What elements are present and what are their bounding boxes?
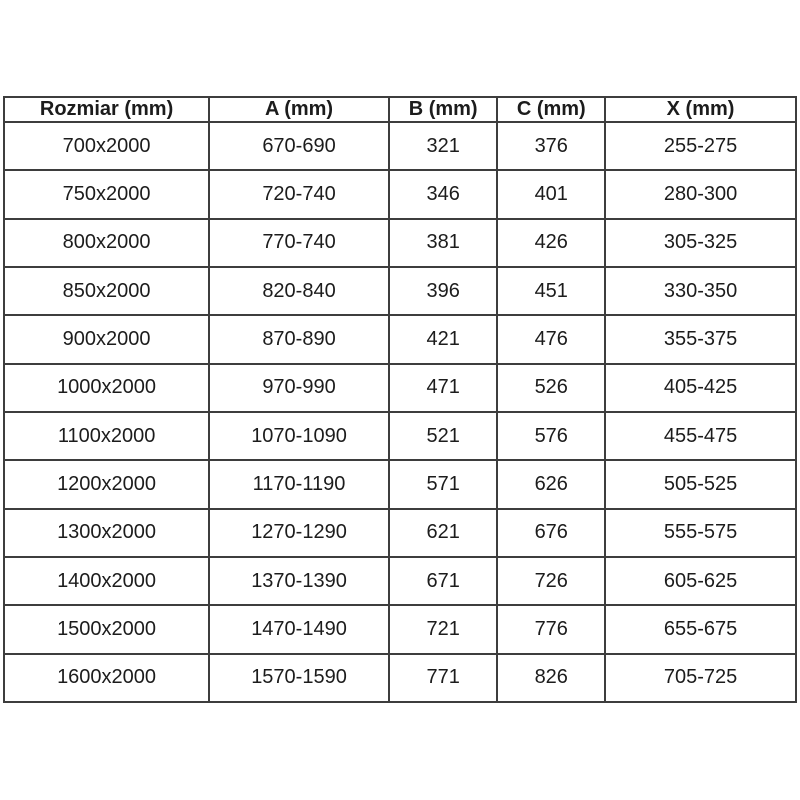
table-row bbox=[4, 170, 796, 218]
column-header-rozmiar: Rozmiar (mm) bbox=[4, 97, 209, 122]
table-cell: 700x2000 bbox=[4, 122, 209, 170]
table-cell: 721 bbox=[389, 605, 498, 653]
table-cell: 670-690 bbox=[209, 122, 389, 170]
table-cell: 1270-1290 bbox=[209, 509, 389, 557]
table-cell: 850x2000 bbox=[4, 267, 209, 315]
table-row bbox=[4, 122, 796, 170]
table-cell: 720-740 bbox=[209, 170, 389, 218]
table-row bbox=[4, 364, 796, 412]
table-cell: 321 bbox=[389, 122, 498, 170]
table-header bbox=[4, 97, 796, 122]
table-cell: 1000x2000 bbox=[4, 364, 209, 412]
table-cell: 776 bbox=[497, 605, 605, 653]
table-cell: 826 bbox=[497, 654, 605, 702]
table-cell: 900x2000 bbox=[4, 315, 209, 363]
table-cell: 1500x2000 bbox=[4, 605, 209, 653]
table-cell: 1170-1190 bbox=[209, 460, 389, 508]
table-row bbox=[4, 557, 796, 605]
column-header-b: B (mm) bbox=[389, 97, 498, 122]
table-cell: 1100x2000 bbox=[4, 412, 209, 460]
table-cell: 621 bbox=[389, 509, 498, 557]
table-row bbox=[4, 460, 796, 508]
table-cell: 726 bbox=[497, 557, 605, 605]
column-header-c: C (mm) bbox=[497, 97, 605, 122]
table-cell: 376 bbox=[497, 122, 605, 170]
table-cell: 705-725 bbox=[605, 654, 796, 702]
table-row bbox=[4, 654, 796, 702]
table-cell: 401 bbox=[497, 170, 605, 218]
table-cell: 1470-1490 bbox=[209, 605, 389, 653]
table-row bbox=[4, 315, 796, 363]
table-row bbox=[4, 412, 796, 460]
table-body bbox=[4, 122, 796, 702]
table-cell: 1070-1090 bbox=[209, 412, 389, 460]
table-cell: 676 bbox=[497, 509, 605, 557]
table-cell: 426 bbox=[497, 219, 605, 267]
table-cell: 820-840 bbox=[209, 267, 389, 315]
table-cell: 771 bbox=[389, 654, 498, 702]
table-cell: 770-740 bbox=[209, 219, 389, 267]
table-cell: 1370-1390 bbox=[209, 557, 389, 605]
table-cell: 750x2000 bbox=[4, 170, 209, 218]
table-cell: 555-575 bbox=[605, 509, 796, 557]
table-cell: 451 bbox=[497, 267, 605, 315]
size-table bbox=[3, 96, 797, 703]
table-header-row bbox=[4, 97, 796, 122]
table-cell: 605-625 bbox=[605, 557, 796, 605]
table-cell: 1200x2000 bbox=[4, 460, 209, 508]
table-row bbox=[4, 509, 796, 557]
table-cell: 346 bbox=[389, 170, 498, 218]
table-cell: 471 bbox=[389, 364, 498, 412]
table-cell: 1600x2000 bbox=[4, 654, 209, 702]
table-cell: 671 bbox=[389, 557, 498, 605]
table-cell: 381 bbox=[389, 219, 498, 267]
table-cell: 571 bbox=[389, 460, 498, 508]
table-cell: 355-375 bbox=[605, 315, 796, 363]
column-header-a: A (mm) bbox=[209, 97, 389, 122]
table-cell: 405-425 bbox=[605, 364, 796, 412]
table-cell: 255-275 bbox=[605, 122, 796, 170]
table-cell: 330-350 bbox=[605, 267, 796, 315]
table-cell: 1400x2000 bbox=[4, 557, 209, 605]
table-cell: 521 bbox=[389, 412, 498, 460]
table-cell: 476 bbox=[497, 315, 605, 363]
column-header-x: X (mm) bbox=[605, 97, 796, 122]
table-cell: 280-300 bbox=[605, 170, 796, 218]
table-cell: 526 bbox=[497, 364, 605, 412]
table-cell: 870-890 bbox=[209, 315, 389, 363]
table-cell: 800x2000 bbox=[4, 219, 209, 267]
table-cell: 455-475 bbox=[605, 412, 796, 460]
table-row bbox=[4, 605, 796, 653]
table-cell: 305-325 bbox=[605, 219, 796, 267]
table-cell: 626 bbox=[497, 460, 605, 508]
table-cell: 655-675 bbox=[605, 605, 796, 653]
table-cell: 970-990 bbox=[209, 364, 389, 412]
table-row bbox=[4, 219, 796, 267]
table-cell: 505-525 bbox=[605, 460, 796, 508]
table-cell: 576 bbox=[497, 412, 605, 460]
table-cell: 1570-1590 bbox=[209, 654, 389, 702]
table-cell: 396 bbox=[389, 267, 498, 315]
table-cell: 1300x2000 bbox=[4, 509, 209, 557]
table-row bbox=[4, 267, 796, 315]
table-cell: 421 bbox=[389, 315, 498, 363]
